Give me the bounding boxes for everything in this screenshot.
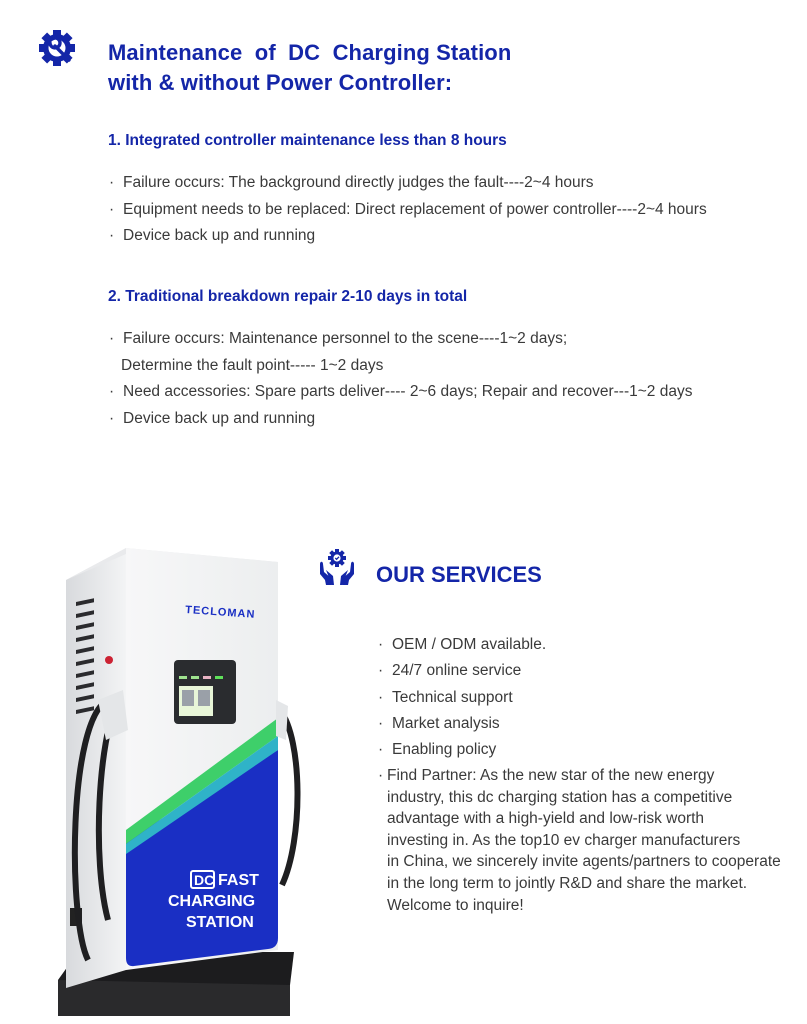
partner-line: advantage with a high-yield and low-risk worth — [387, 810, 705, 828]
list-item — [376, 711, 546, 737]
list-item-text: Need accessories: Spare parts deliver---- 2~6 days; Repair and recover---1~2 days — [123, 383, 693, 400]
bullet-dot: · — [109, 174, 115, 191]
dc-badge: DC — [194, 872, 215, 888]
bullet-dot: · — [378, 741, 384, 759]
title-line-2: with & without Power Controller: — [108, 70, 453, 95]
list-item — [107, 326, 692, 353]
list-item — [376, 737, 546, 763]
partner-line: in China, we sincerely invite agents/partners to cooperate — [387, 853, 781, 871]
brand-logo: TECLOMAN — [184, 604, 256, 621]
partner-line: industry, this dc charging station has a competitive — [387, 788, 733, 806]
section-2-heading: 2. Traditional breakdown repair 2-10 days in total — [108, 288, 468, 305]
bullet-dot: · — [109, 330, 115, 347]
wrench-gear-icon — [36, 27, 78, 69]
partner-line: investing in. As the top10 ev charger manufacturers — [387, 831, 741, 849]
bullet-dot: · — [378, 714, 384, 732]
services-title: OUR SERVICES — [376, 562, 542, 587]
label-station: STATION — [186, 914, 254, 931]
list-item-text: OEM / ODM available. — [392, 636, 547, 653]
list-item — [107, 197, 707, 224]
list-item-text: 24/7 online service — [392, 662, 522, 680]
bullet-dot: · — [109, 227, 115, 244]
charging-station-image — [48, 540, 310, 1024]
section-1-heading: 1. Integrated controller maintenance less than 8 hours — [108, 132, 507, 149]
title-line-1: Maintenance of DC Charging Station — [108, 40, 512, 65]
partner-line: Find Partner: As the new star of the new energy — [387, 767, 715, 784]
bullet-dot: · — [378, 662, 384, 680]
list-item-text: Determine the fault point----- 1~2 days — [121, 356, 384, 374]
list-item-text: Failure occurs: The background directly judges the fault----2~4 hours — [123, 174, 594, 191]
list-item — [107, 223, 707, 250]
label-charging: CHARGING — [168, 893, 256, 910]
list-item — [376, 685, 546, 711]
list-item — [107, 406, 692, 433]
bullet-dot: · — [378, 767, 384, 784]
bullet-dot: · — [378, 688, 384, 706]
list-item — [376, 658, 546, 684]
list-item-text: Market analysis — [392, 714, 500, 732]
section-2-list — [107, 326, 692, 432]
list-item-text: Technical support — [392, 688, 513, 706]
list-item-text: Enabling policy — [392, 741, 497, 759]
partner-line: Welcome to inquire! — [387, 896, 524, 914]
bullet-dot: · — [109, 409, 115, 427]
list-item-text: Equipment needs to be replaced: Direct replacement of power controller----2~4 hours — [123, 200, 707, 218]
list-item — [107, 170, 707, 197]
label-fast: FAST — [218, 872, 259, 889]
partner-line: in the long term to jointly R&D and share the market. — [387, 874, 748, 892]
list-item-text: Device back up and running — [123, 227, 316, 244]
section-1-list — [107, 170, 707, 250]
list-item-continuation — [107, 353, 692, 380]
bullet-dot: · — [378, 636, 384, 653]
list-item — [107, 379, 692, 406]
bullet-dot: · — [109, 200, 115, 218]
services-list — [376, 632, 546, 763]
list-item — [376, 632, 546, 658]
page-title — [108, 38, 511, 98]
find-partner-paragraph — [376, 765, 806, 916]
list-item-text: Device back up and running — [123, 409, 316, 427]
list-item-text: Failure occurs: Maintenance personnel to the scene----1~2 days; — [123, 330, 568, 347]
hands-gear-icon — [318, 548, 356, 586]
bullet-dot: · — [109, 383, 115, 400]
